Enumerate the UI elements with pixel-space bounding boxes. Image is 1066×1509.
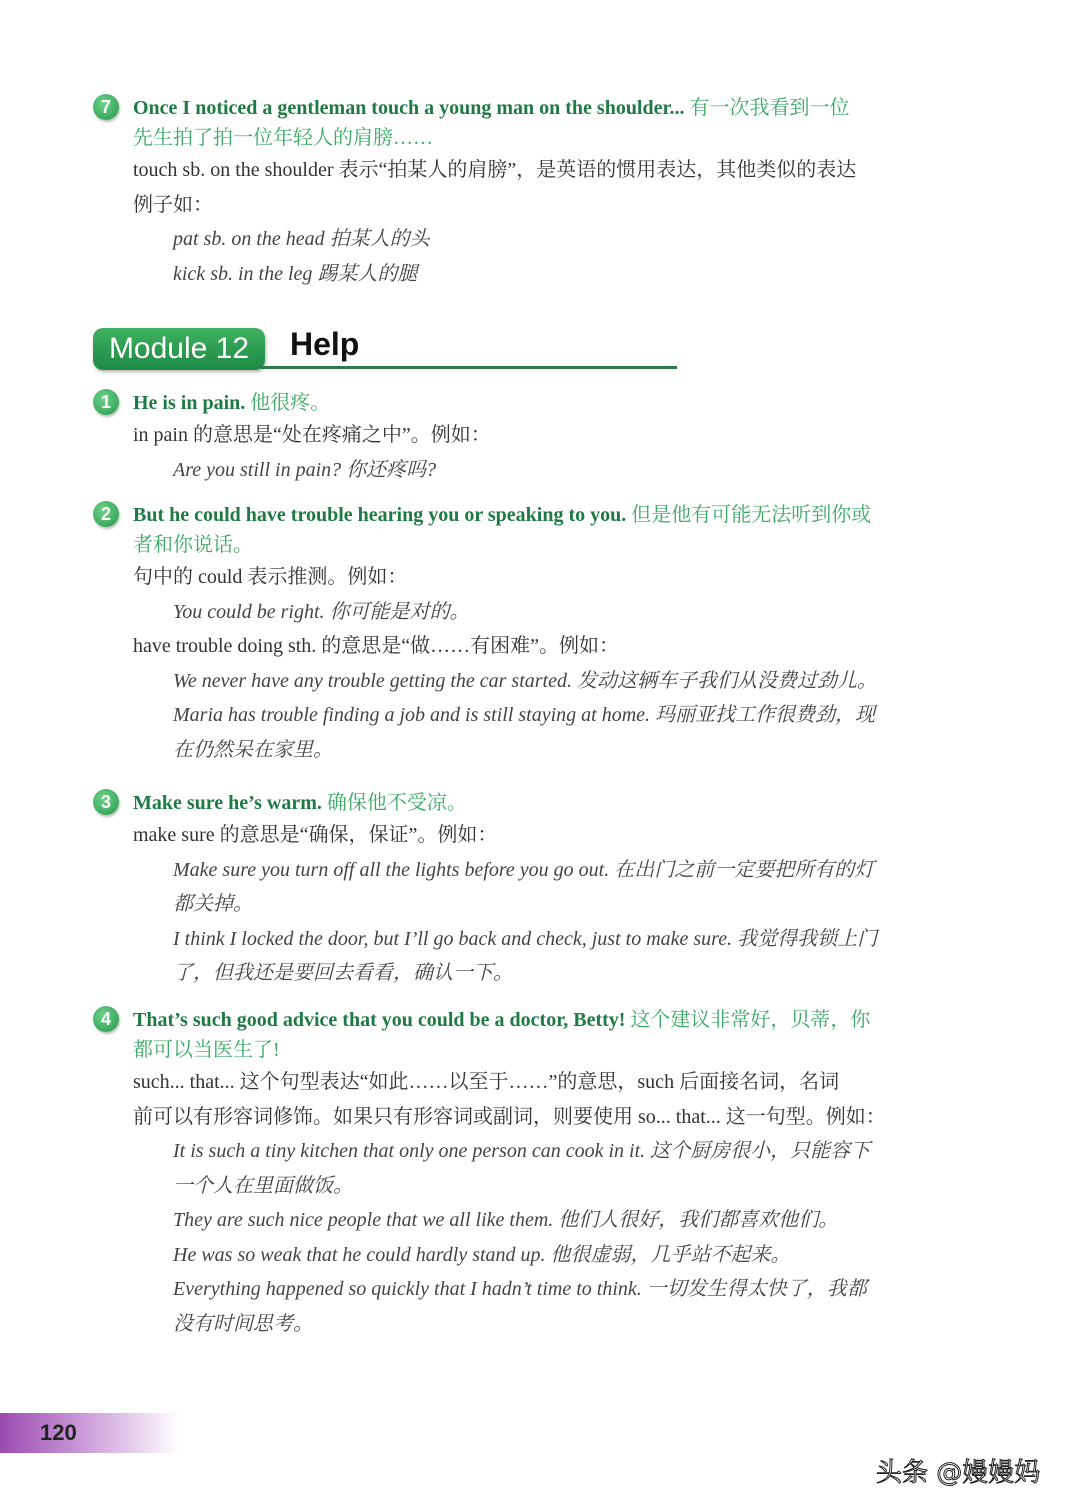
body-line: in pain 的意思是“处在疼痛之中”。例如： (133, 424, 491, 446)
number-badge-icon: 3 (93, 789, 119, 815)
body-line: have trouble doing sth. 的意思是“做……有困难”。例如： (133, 635, 620, 657)
note-section-4 (93, 1005, 973, 1341)
heading-chinese: 都可以当医生了! (133, 1039, 280, 1061)
number-badge-icon: 2 (93, 501, 119, 527)
example-line: 一个人在里面做饭。 (173, 1174, 353, 1197)
example-line: I think I locked the door, but I’ll go back and check, just to make sure. 我觉得我锁上门 (173, 927, 878, 950)
heading-english: But he could have trouble hearing you or speaking to you. (133, 504, 627, 526)
heading-line (100, 1005, 963, 1035)
body-line: 例子如： (133, 193, 213, 216)
example-line: 没有时间思考。 (173, 1312, 313, 1335)
heading-chinese: 他很疼。 (245, 392, 331, 414)
example-line: He was so weak that he could hardly stand up. 他很虚弱，几乎站不起来。 (173, 1243, 791, 1266)
example-line: 了，但我还是要回去看看，确认一下。 (173, 962, 513, 984)
body-line: 句中的 could 表示推测。例如： (133, 566, 408, 588)
note-section-3 (93, 788, 973, 991)
example-line: We never have any trouble getting the car started. 发动这辆车子我们从没费过劲儿。 (173, 669, 877, 692)
note-section-2 (93, 500, 973, 767)
heading-line (133, 1035, 963, 1065)
example-line: It is such a tiny kitchen that only one person can cook in it. 这个厨房很小，只能容下 (173, 1140, 871, 1162)
number-badge-icon: 4 (93, 1006, 119, 1032)
page-number: 120 (40, 1420, 77, 1445)
heading-english: Once I noticed a gentleman touch a young man on the shoulder... (133, 97, 685, 119)
heading-line (100, 388, 963, 418)
example-line: Maria has trouble finding a job and is still staying at home. 玛丽亚找工作很费劲，现 (173, 704, 876, 726)
heading-english: Make sure he’s warm. (133, 792, 322, 814)
heading-chinese: 确保他不受凉。 (321, 792, 467, 814)
heading-english: That’s such good advice that you could be a doctor, Betty! (133, 1009, 626, 1031)
module-title: Help (290, 326, 360, 362)
heading-chinese: 这个建议非常好，贝蒂，你 (625, 1009, 871, 1031)
body-line: such... that... 这个句型表达“如此……以至于……”的意思，such 后面接名词，名词 (133, 1071, 840, 1093)
heading-chinese: 有一次我看到一位 (684, 97, 850, 119)
heading-line (133, 123, 963, 153)
page-number-bar (0, 1413, 180, 1453)
example-line: 都关掉。 (173, 893, 253, 915)
heading-chinese: 先生拍了拍一位年轻人的肩膀…… (133, 127, 433, 149)
example-line: Make sure you turn off all the lights before you go out. 在出门之前一定要把所有的灯 (173, 858, 875, 881)
example-line: They are such nice people that we all like them. 他们人很好，我们都喜欢他们。 (173, 1209, 839, 1231)
body-line: make sure 的意思是“确保，保证”。例如： (133, 824, 498, 846)
example-line: Are you still in pain? 你还疼吗? (173, 458, 437, 481)
heading-chinese: 者和你说话。 (133, 534, 253, 556)
body-line: touch sb. on the shoulder 表示“拍某人的肩膀”，是英语的惯用表达，其他类似的表达 (133, 159, 857, 181)
heading-line (100, 788, 963, 818)
heading-english: He is in pain. (133, 392, 246, 414)
example-line: Everything happened so quickly that I hadn’t time to think. 一切发生得太快了，我都 (173, 1278, 867, 1300)
heading-line (100, 500, 963, 530)
example-line: 在仍然呆在家里。 (173, 738, 333, 761)
example-line: kick sb. in the leg 踢某人的腿 (173, 262, 418, 285)
watermark: 头条 @嫚嫚妈 (876, 1458, 1041, 1488)
module-underline (260, 366, 677, 369)
number-badge-icon: 7 (93, 94, 119, 120)
example-line: You could be right. 你可能是对的。 (173, 600, 470, 623)
heading-line (133, 530, 963, 560)
heading-line (100, 93, 963, 123)
module-badge: Module 12 (93, 328, 265, 370)
body-line: 前可以有形容词修饰。如果只有形容词或副词，则要使用 so... that... 这一句型。例如： (133, 1105, 886, 1128)
heading-chinese: 但是他有可能无法听到你或 (626, 504, 872, 526)
note-section-1 (93, 388, 973, 487)
example-line: pat sb. on the head 拍某人的头 (173, 228, 430, 250)
number-badge-icon: 1 (93, 389, 119, 415)
note-section-7 (93, 93, 973, 291)
